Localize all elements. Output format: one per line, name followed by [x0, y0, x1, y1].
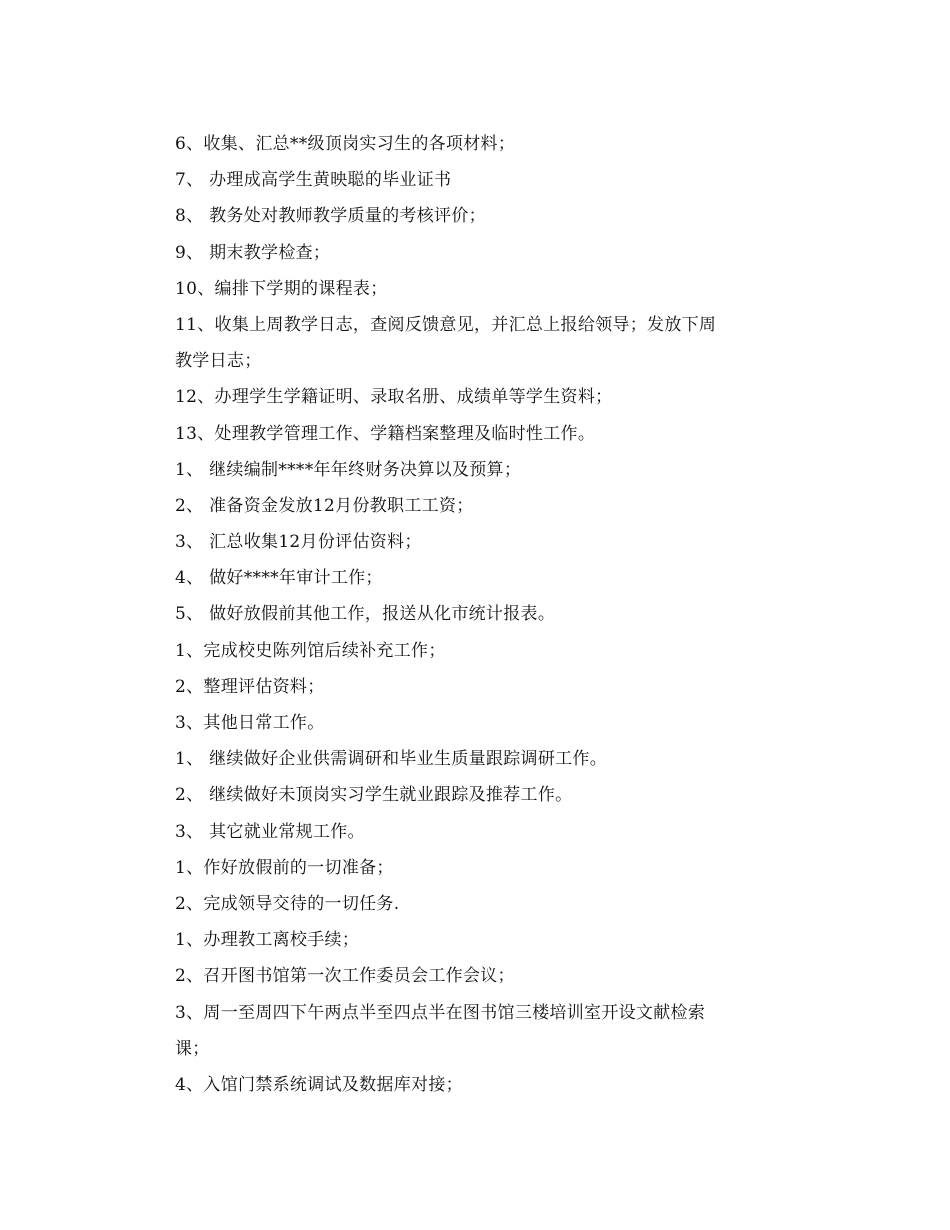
text-line: 13、处理教学管理工作、学籍档案整理及临时性工作。	[175, 423, 596, 444]
text-line: 12、办理学生学籍证明、录取名册、成绩单等学生资料；	[175, 387, 613, 408]
text-line: 9、 期末教学检查；	[175, 242, 331, 263]
text-line: 2、完成领导交待的一切任务.	[175, 893, 400, 914]
text-line: 7、 办理成高学生黄映聪的毕业证书	[175, 170, 452, 191]
text-line: 2、 准备资金发放12月份教职工工资；	[175, 495, 474, 516]
text-line: 3、周一至周四下午两点半至四点半在图书馆三楼培训室开设文献检索	[175, 1002, 706, 1023]
text-line: 3、 其它就业常规工作。	[175, 821, 365, 842]
text-line: 2、整理评估资料；	[175, 676, 325, 697]
text-line: 2、召开图书馆第一次工作委员会工作会议；	[175, 966, 515, 987]
text-line: 5、 做好放假前其他工作，报送从化市统计报表。	[175, 604, 556, 625]
text-line: 8、 教务处对教师教学质量的考核评价；	[175, 206, 486, 227]
text-line: 课；	[175, 1038, 210, 1059]
text-line: 1、作好放假前的一切准备；	[175, 857, 394, 878]
text-line: 1、完成校史陈列馆后续补充工作；	[175, 640, 446, 661]
text-line: 4、 做好****年审计工作；	[175, 568, 383, 589]
text-line: 1、 继续做好企业供需调研和毕业生质量跟踪调研工作。	[175, 749, 608, 770]
document-body	[175, 126, 775, 1103]
text-line: 2、 继续做好未顶岗实习学生就业跟踪及推荐工作。	[175, 785, 573, 806]
text-line: 3、 汇总收集12月份评估资料；	[175, 532, 422, 553]
text-line: 4、入馆门禁系统调试及数据库对接；	[175, 1074, 463, 1095]
text-line: 1、 继续编制****年年终财务决算以及预算；	[175, 459, 522, 480]
text-line: 教学日志；	[175, 351, 262, 372]
text-line: 3、其他日常工作。	[175, 713, 325, 733]
text-line: 6、收集、汇总**级顶岗实习生的各项材料；	[175, 134, 516, 154]
text-line: 11、收集上周教学日志，查阅反馈意见，并汇总上报给领导；发放下周	[175, 314, 717, 335]
text-line: 10、编排下学期的课程表；	[175, 278, 388, 299]
text-line: 1、办理教工离校手续；	[175, 930, 360, 951]
